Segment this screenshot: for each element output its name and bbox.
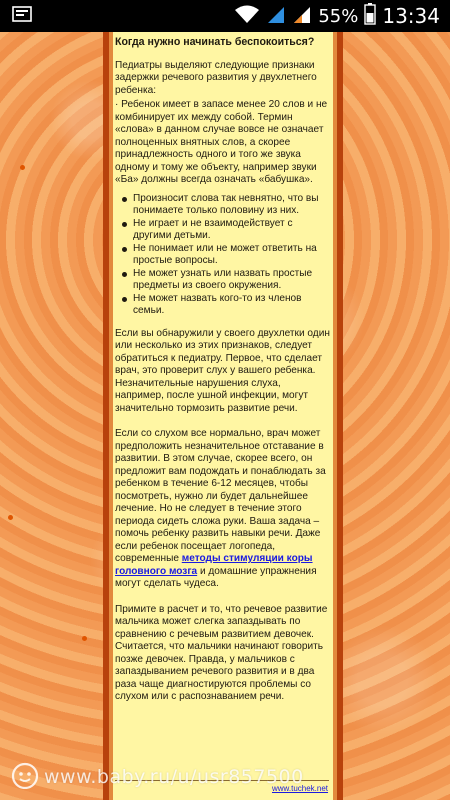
list-item: Не может узнать или назвать простые предметы из своего окружения. (115, 268, 331, 293)
paragraph-hearing (115, 428, 331, 591)
paragraph-text: Если со слухом все нормально, врач может предположить незначительное отставание в развитии. В этом случае, скорее всего, он предложит вам подождать и понаблюдать за ребенком в течение 6-12 месяцев, чтобы посмотреть, нужно ли будет дальнейшее лечение. Но не следует в течение этого периода сидеть сложа руки. Ваша задача – помочь ребенку развить навыки речи. Даже если ребенок посещает логопеда, современные (115, 428, 326, 564)
list-item: Не играет и не взаимодействует с другими детьми. (115, 218, 331, 243)
footer-site-link[interactable]: www.tuchek.net (272, 784, 329, 793)
watermark-logo-icon (10, 761, 40, 794)
watermark (10, 762, 304, 792)
list-item: Не понимает или не может ответить на простые вопросы. (115, 243, 331, 268)
battery-icon (364, 3, 376, 29)
paragraph-text: и домашние упражнения могут сделать чудеса. (115, 565, 317, 589)
intro-text: Педиатры выделяют следующие признаки задержки речевого развития у двухлетнего ребенка: (115, 59, 317, 96)
decor-dot (20, 165, 25, 170)
clock: 13:34 (382, 4, 440, 28)
paragraph-doctor: Если вы обнаружили у своего двухлетки один или несколько из этих признаков, следует обратиться к педиатру. Первое, что сделает врач, это проверит слух у вашего ребенка. Незначительные нарушения слуха, например, после ушной инфекции, могут значительно тормозить развитие речи. (115, 327, 330, 414)
signal-icon-secondary (292, 4, 312, 28)
status-bar (0, 0, 450, 32)
article-heading: Когда нужно начинать беспокоиться? (115, 36, 315, 48)
signal-icon (266, 4, 286, 28)
signs-list (115, 193, 331, 318)
article-content (115, 36, 331, 800)
list-item: Произносит слова так невнятно, что вы понимаете только половину из них. (115, 193, 331, 218)
gallery-icon (12, 5, 32, 27)
list-item: Не может назвать кого-то из членов семьи. (115, 293, 331, 318)
wifi-icon (234, 4, 260, 28)
watermark-text: www.baby.ru/u/usr857500 (44, 766, 304, 788)
decor-dot (8, 515, 13, 520)
decor-dot (82, 636, 87, 641)
brain-stimulation-link[interactable]: методы стимуляции коры головного мозга (115, 553, 313, 577)
first-sign-text: · Ребенок имеет в запасе менее 20 слов и не комбинирует их между собой. Термин «слова» в данном случае вовсе не означает полноценных внятных слов, а скорее принадлежность одного и того же звука одному и тому же объекту, например звуки «Ба» должны всегда означать «бабушка». (115, 99, 328, 185)
battery-percent: 55% (318, 5, 359, 27)
paragraph-boys: Примите в расчет и то, что речевое развитие мальчика может слегка запаздывать по сравнению с речевым развитием девочек. Считается, что мальчики начинают говорить позже девочек. Правда, у мальчиков с запаздыванием речевого развития и в два раза чаще диагностируются проблемы со слухом или с распознаванием речи. (115, 603, 328, 702)
